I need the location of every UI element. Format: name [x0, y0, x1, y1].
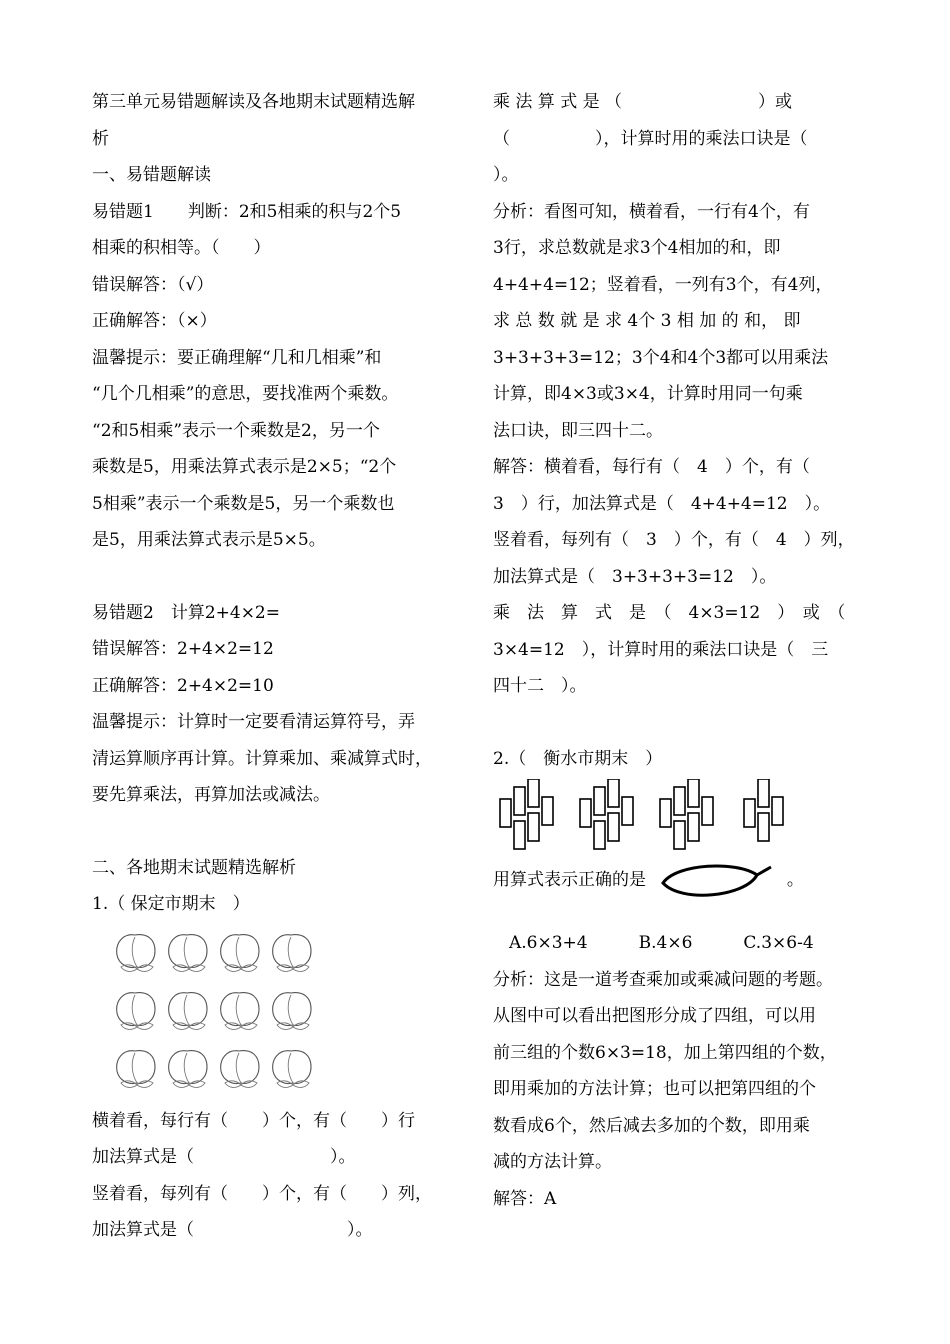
exam-2-prompt-row	[493, 853, 873, 907]
exam-1-answer-3: 竖着看，每列有（ 3 ）个，有（ 4 ）列，	[493, 530, 855, 550]
q2-title: 易错题2 计算2+4×2=	[92, 602, 280, 623]
exam-1-mult-line-3: ）。	[493, 165, 519, 185]
exam-1-line-4: 加法算式是（ ）。	[92, 1220, 373, 1240]
title-line-2: 析	[92, 128, 109, 149]
rect-group-1	[500, 779, 553, 849]
section-heading-2: 二、各地期末试题精选解析	[92, 857, 296, 878]
rect-group-3	[660, 779, 713, 849]
exam-1-line-3: 竖着看，每列有（ ）个，有（ ）列，	[92, 1183, 432, 1204]
title-line-1: 第三单元易错题解读及各地期末试题精选解	[92, 92, 415, 112]
section-heading-1: 一、易错题解读	[92, 165, 211, 185]
q2-tip-1: 温馨提示：计算时一定要看清运算符号，弄	[92, 712, 415, 732]
exam-1-analysis-4: 求 总 数 就 是 求 4个 3 相 加 的 和， 即	[493, 311, 801, 331]
exam-1-answer-4: 加法算式是（ 3+3+3+3=12 ）。	[493, 566, 777, 587]
leaf-blank-icon	[657, 857, 775, 905]
q2-tip-2: 清运算顺序再计算。计算乘加、乘减算式时，	[92, 748, 432, 769]
q1-tip-3: “2和5相乘”表示一个乘数是2，另一个	[92, 420, 380, 441]
q1-tip-1: 温馨提示：要正确理解“几和几相乘”和	[92, 347, 382, 368]
peach-row-1	[117, 934, 311, 971]
exam-1-mult-line: 乘 法 算 式 是 （ ）或	[493, 92, 793, 112]
q1-line-1: 易错题1 判断：2和5相乘的积与2个5	[92, 201, 402, 222]
exam-1-analysis-6: 计算，即4×3或3×4，计算时用同一句乘	[493, 384, 803, 404]
exam-1-analysis-7: 法口诀，即三四十二。	[493, 420, 663, 441]
exam-1-mult-line-2: （ ），计算时用的乘法口诀是（	[493, 128, 808, 149]
exam-2-analysis-1: 分析：这是一道考查乘加或乘减问题的考题。	[493, 969, 833, 990]
q1-wrong-answer: 错误解答：（√）	[92, 274, 214, 295]
q2-wrong-answer: 错误解答：2+4×2=12	[92, 639, 274, 659]
q1-right-answer: 正确解答：（×）	[92, 311, 217, 331]
exam-2-analysis-6: 减的方法计算。	[493, 1152, 612, 1172]
exam-1-analysis-3: 4+4+4=12；竖着看，一列有3个，有4列，	[493, 274, 833, 295]
exam-1-title: 1.（ 保定市期末 ）	[92, 894, 250, 914]
exam-2-analysis-3: 前三组的个数6×3=18，加上第四组的个数，	[493, 1042, 837, 1063]
exam-1-answer-7: 四十二 ）。	[493, 676, 587, 696]
exam-1-analysis-5: 3+3+3+3=12；3个4和4个3都可以用乘法	[493, 347, 829, 368]
exam-1-answer-2: 3 ）行，加法算式是（ 4+4+4=12 ）。	[493, 493, 831, 514]
exam-2-prompt-end: 。	[786, 870, 804, 890]
exam-2-options: A.6×3+4 B.4×6 C.3×6-4	[509, 933, 814, 953]
rect-group-2	[580, 779, 633, 849]
exam-2-analysis-2: 从图中可以看出把图形分成了四组，可以用	[493, 1006, 816, 1026]
q1-tip-5: 5相乘”表示一个乘数是5，另一个乘数也	[92, 493, 395, 514]
right-column	[493, 84, 873, 1217]
exam-1-line-1: 横着看，每行有（ ）个，有（ ）行	[92, 1110, 415, 1131]
q1-tip-2: “几个几相乘”的意思，要找准两个乘数。	[92, 384, 399, 404]
exam-1-answer-5: 乘 法 算 式 是 （ 4×3=12 ） 或 （	[493, 603, 846, 623]
exam-1-answer-1: 解答：横着看，每行有（ 4 ）个，有（	[493, 457, 810, 477]
exam-2-analysis-5: 数看成6个，然后减去多加的个数，即用乘	[493, 1115, 810, 1136]
q1-line-2: 相乘的积相等。（ ）	[92, 238, 271, 258]
peach-row-3	[117, 1050, 311, 1087]
exam-1-answer-6: 3×4=12 ），计算时用的乘法口诀是（ 三	[493, 639, 829, 660]
peach-grid-figure	[107, 927, 337, 1107]
q2-right-answer: 正确解答：2+4×2=10	[92, 675, 274, 696]
exam-1-analysis-1: 分析：看图可知，横着看，一行有4个，有	[493, 201, 810, 222]
exam-1-line-2: 加法算式是（ ）。	[92, 1147, 356, 1167]
q1-tip-6: 是5，用乘法算式表示是5×5。	[92, 530, 326, 550]
exam-2-analysis-4: 即用乘加的方法计算；也可以把第四组的个	[493, 1079, 816, 1099]
left-column	[92, 84, 472, 1249]
peach-row-2	[117, 992, 311, 1029]
exam-1-analysis-2: 3行，求总数就是求3个4相加的和，即	[493, 238, 781, 258]
exam-2-answer: 解答：A	[493, 1188, 557, 1209]
exam-2-title: 2.（ 衡水市期末 ）	[493, 748, 663, 769]
rect-group-4	[744, 779, 783, 841]
q1-tip-4: 乘数是5，用乘法算式表示是2×5；“2个	[92, 457, 397, 477]
q2-tip-3: 要先算乘法，再算加法或减法。	[92, 785, 330, 805]
exam-2-prompt: 用算式表示正确的是	[493, 870, 646, 890]
rectangle-groups-figure	[498, 779, 798, 855]
